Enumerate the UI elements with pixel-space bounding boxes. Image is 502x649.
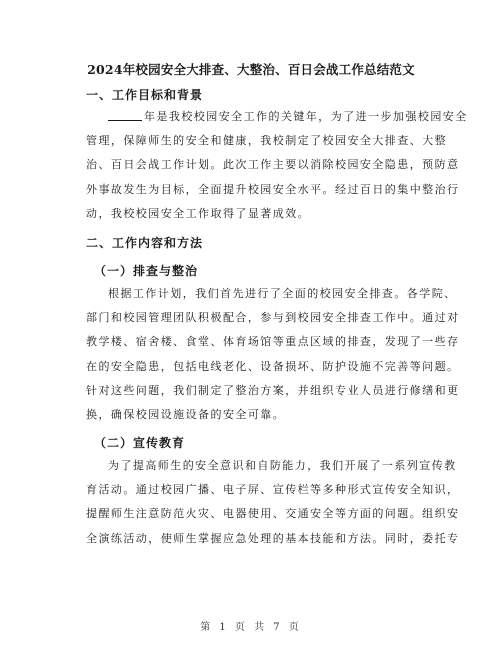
paragraph-line: 换，确保校园设施设备的安全可靠。 — [86, 407, 286, 421]
paragraph-line: 治、百日会战工作计划。此次工作主要以消除校园安全隐患，预防意 — [86, 158, 460, 172]
paragraph-line: 提醒师生注意防范火灾、电器使用、交通安全等方面的问题。组织安 — [86, 507, 460, 521]
paragraph-line: 年是我校校园安全工作的关键年，为了进一步加强校园安全 — [86, 105, 418, 129]
paragraph-line: 根据工作计划，我们首先进行了全面的校园安全排查。各学院、 — [108, 287, 457, 300]
paragraph-line: 教学楼、宿舍楼、食堂、体育场馆等重点区域的排查，发现了一些存 — [86, 335, 460, 349]
paragraph-line: 管理，保障师生的安全和健康，我校制定了校园安全大排查、大整 — [86, 134, 448, 148]
paragraph-line: 育活动。通过校园广播、电子屏、宣传栏等多种形式宣传安全知识， — [86, 483, 460, 497]
subsection-inspection-paragraph — [86, 282, 460, 427]
page-footer: 第 1 页 共 7 页 — [200, 622, 302, 633]
document-title: 2024年校园安全大排查、大整治、百日会战工作总结范文 — [87, 62, 415, 77]
paragraph-line: 动，我校校园安全工作取得了显著成效。 — [86, 206, 311, 220]
paragraph-line: 全演练活动，使师生掌握应急处理的基本技能和方法。同时，委托专 — [86, 531, 460, 545]
subsection-heading-education: （二）宣传教育 — [94, 436, 186, 450]
paragraph-line: 在的安全隐患，包括电线老化、设备损坏、防护设施不完善等问题。 — [86, 359, 460, 373]
section-goals-paragraph — [86, 105, 468, 226]
paragraph-line: 为了提高师生的安全意识和自防能力，我们开展了一系列宣传教 — [108, 459, 457, 472]
subsection-heading-inspection: （一）排查与整治 — [94, 264, 199, 278]
blank-underline — [108, 109, 142, 121]
paragraph-line: 针对这些问题，我们制定了整治方案，并组织专业人员进行修缮和更 — [86, 383, 460, 397]
section-heading-goals: 一、工作目标和背景 — [86, 88, 204, 102]
paragraph-line: 外事故发生为目标，全面提升校园安全水平。经过百日的集中整治行 — [86, 182, 460, 196]
paragraph-line: 部门和校园管理团队积极配合，参与到校园安全排查工作中。通过对 — [86, 311, 460, 325]
subsection-education-paragraph — [86, 454, 460, 551]
section-heading-content: 二、工作内容和方法 — [86, 236, 204, 250]
